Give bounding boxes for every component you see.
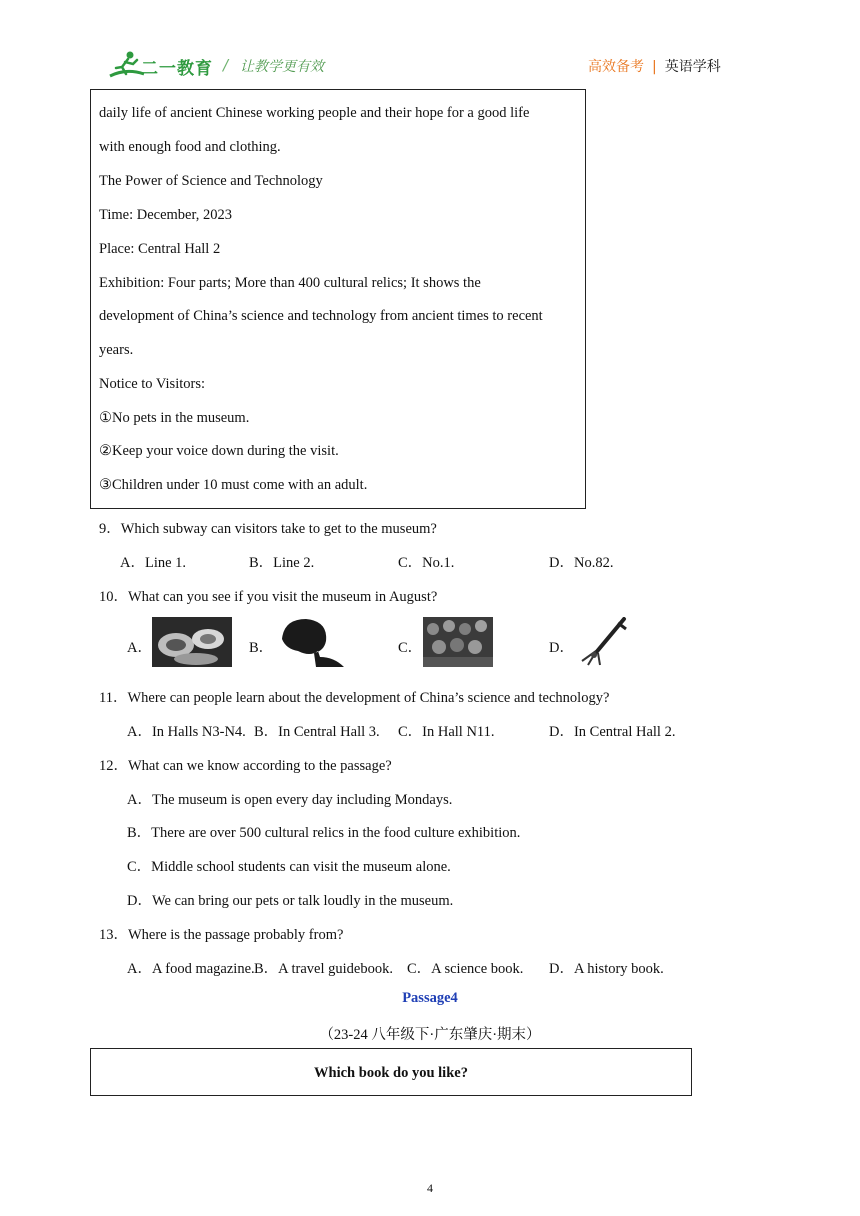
passage-line: ②Keep your voice down during the visit. [99, 443, 339, 459]
q11-option-a: A．In Halls N3-N4. [127, 724, 246, 740]
q9-option-d: D．No.82. [549, 555, 614, 571]
q11-option-d: D．In Central Hall 2. [549, 724, 676, 740]
question-9-stem: 9．Which subway can visitors take to get to the museum? [99, 521, 437, 537]
passage-line: Time: December, 2023 [99, 207, 232, 223]
passage-line: years. [99, 342, 134, 358]
q13-option-d: D．A history book. [549, 961, 664, 977]
q10-option-a-label: A． [127, 640, 152, 656]
q12-option-a: A．The museum is open every day including Mondays. [127, 792, 453, 808]
q10-option-c-label: C． [398, 640, 423, 656]
passage-line: ③Children under 10 must come with an adult. [99, 477, 368, 493]
passage-line: ①No pets in the museum. [99, 410, 250, 426]
q9-option-b: B．Line 2. [249, 555, 315, 571]
header-exam-label: 高效备考 [588, 59, 644, 75]
bronze-head-photo-icon [274, 617, 346, 667]
header-slogan: 让教学更有效 [240, 59, 324, 75]
passage-line: Notice to Visitors: [99, 376, 205, 392]
passage-4-box-title: Which book do you like? [314, 1065, 468, 1081]
passage-4-source: （23-24 八年级下·广东肇庆·期末） [319, 1027, 541, 1043]
passage-line: The Power of Science and Technology [99, 173, 323, 189]
q9-option-c: C．No.1. [398, 555, 455, 571]
q13-option-a: A．A food magazine. [127, 961, 255, 977]
passage-line: Place: Central Hall 2 [99, 241, 221, 257]
question-10-stem: 10．What can you see if you visit the museum in August? [99, 589, 438, 605]
header-separator: | [652, 59, 657, 75]
q9-option-a: A．Line 1. [120, 555, 187, 571]
q12-option-b: B．There are over 500 cultural relics in the food culture exhibition. [127, 825, 521, 841]
q12-option-d: D．We can bring our pets or talk loudly in the museum. [127, 893, 454, 909]
q10-option-d-label: D． [549, 640, 574, 656]
header-subject-label: 英语学科 [664, 59, 721, 75]
header-right [588, 56, 721, 76]
passage-line: daily life of ancient Chinese working people and their hope for a good life [99, 105, 530, 121]
passage-line: Exhibition: Four parts; More than 400 cultural relics; It shows the [99, 275, 481, 291]
q13-option-c: C．A science book. [407, 961, 524, 977]
food-dishes-photo-icon [152, 617, 232, 667]
passage-4-title: Passage4 [402, 990, 458, 1006]
page-number: 4 [427, 1181, 433, 1195]
q12-option-c: C．Middle school students can visit the museum alone. [127, 859, 451, 875]
passage-line: with enough food and clothing. [99, 139, 281, 155]
question-13-stem: 13．Where is the passage probably from? [99, 927, 344, 943]
scientific-instrument-icon [574, 617, 630, 667]
brand-name: 二一教育 [141, 59, 213, 79]
passage-line: development of China’s science and technology from ancient times to recent [99, 308, 543, 324]
q13-option-b: B．A travel guidebook. [254, 961, 393, 977]
q10-option-b-label: B． [249, 640, 274, 656]
q11-option-b: B．In Central Hall 3. [254, 724, 380, 740]
question-12-stem: 12．What can we know according to the passage? [99, 758, 392, 774]
q11-option-c: C．In Hall N11. [398, 724, 495, 740]
terracotta-army-photo-icon [423, 617, 493, 667]
question-11-stem: 11．Where can people learn about the development of China’s science and technology? [99, 690, 610, 706]
header-divider: / [223, 56, 229, 74]
